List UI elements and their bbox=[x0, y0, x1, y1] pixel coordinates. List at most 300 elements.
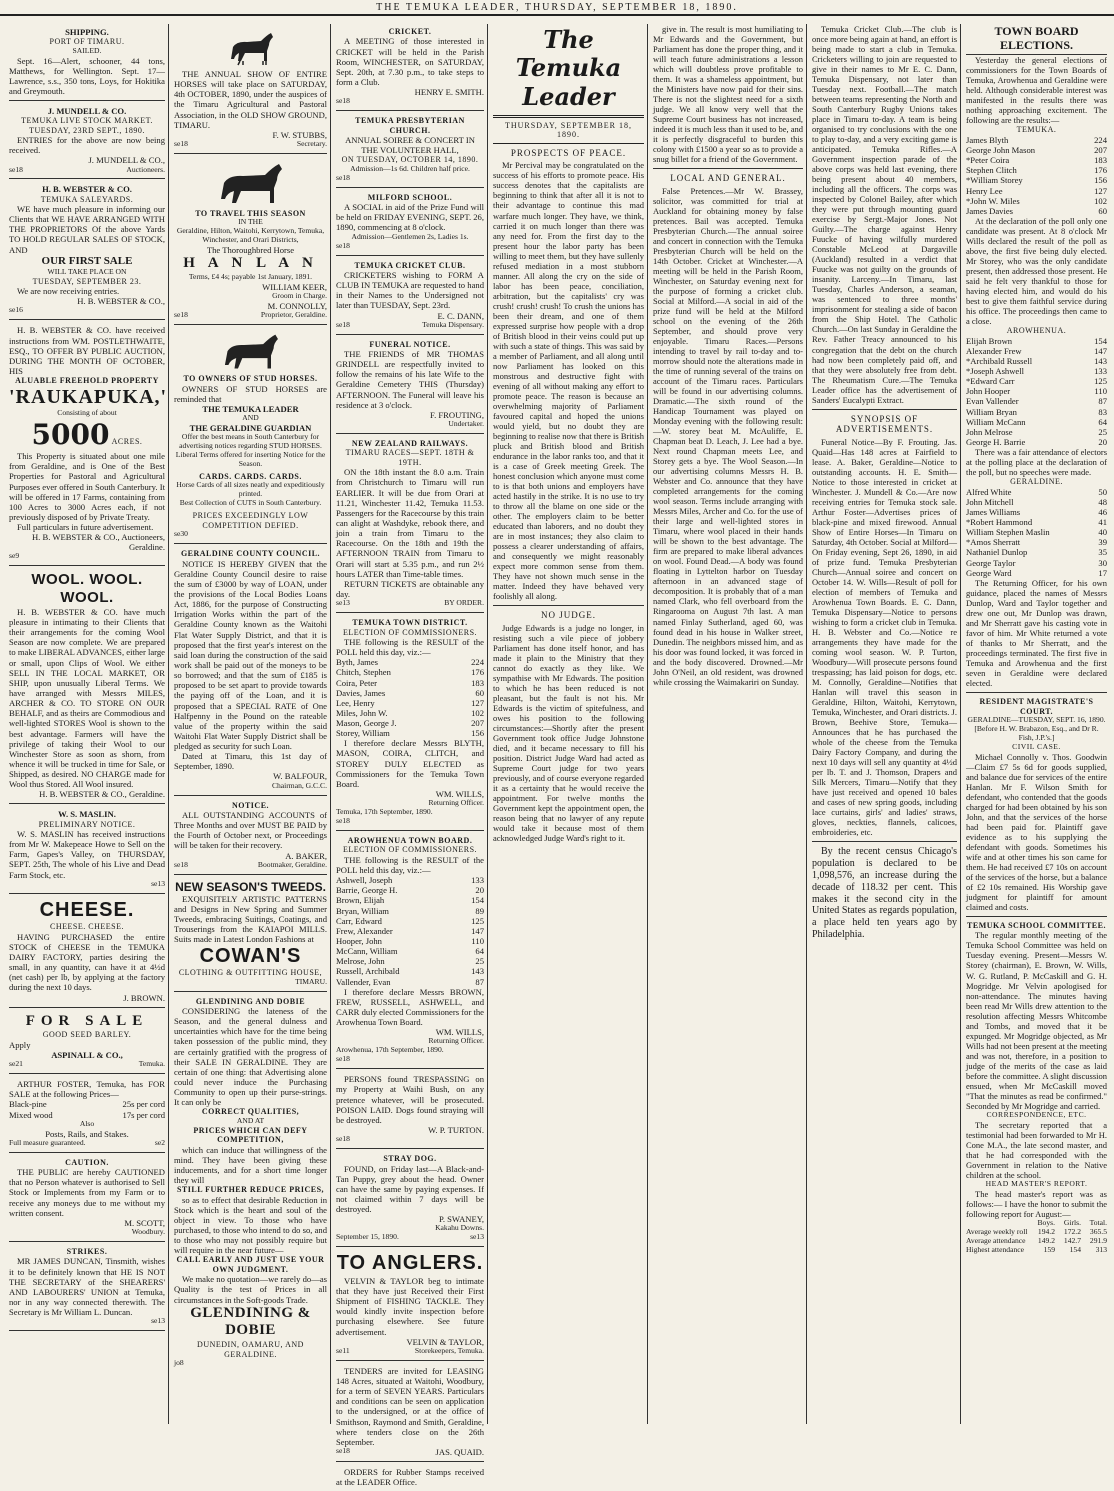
masthead: The Temuka Leader bbox=[493, 24, 644, 118]
baker-notice-ad bbox=[174, 798, 327, 875]
court-text: Michael Connolly v. Thos. Goodwin—Claim £7 5s 6d for goods supplied, and balance due for services of the entire Hanlan. Mr F. Wilson Smith for defendant, who contended that the goods charged for had been obtained by his son John, and that the services of the horse had been paid for. Plaintiff gave evidence as to his supplying the defendant with goods. Sometimes his wife and at other times his son came for them. He had received £7 10s on account of the services of the horse, but a balance of £2 10s remained. His Worship gave judgment for plaintiff for amount claimed and costs. bbox=[966, 751, 1107, 912]
ad-code: se30 bbox=[174, 529, 188, 539]
milford-ad bbox=[336, 190, 484, 256]
candidate-name: Ashwell, Joseph bbox=[336, 875, 393, 886]
vote-count: 64 bbox=[475, 946, 484, 957]
synopsis-title: SYNOPSIS OF ADVERTISEMENTS. bbox=[835, 413, 934, 435]
bootmaker-label: Bootmaker, Geraldine. bbox=[257, 859, 327, 869]
mundell-firm: J. MUNDELL & CO. bbox=[47, 106, 127, 117]
liberal-terms: Liberal Terms offered for inserting Notice for the Season. bbox=[175, 450, 326, 469]
price-item: Mixed wood bbox=[9, 1109, 53, 1120]
glendining-text2: which can induce that willingness of the mind. They have been giving these inducements, and for a short time longer they will bbox=[174, 1144, 327, 1186]
poll-row bbox=[966, 356, 1107, 366]
milford-text: A SOCIAL in aid of the Prize Fund will be held on FRIDAY EVENING, SEPT. 26, 1890, commencing at 8 o'clock. bbox=[336, 202, 484, 233]
report-label: Average weekly roll bbox=[966, 1226, 1028, 1236]
auctioneers-label: Auctioneers. bbox=[126, 164, 165, 174]
candidate-name: William McCann bbox=[966, 416, 1026, 427]
ad-code: se9 bbox=[9, 551, 20, 561]
consisting-label: Consisting of about bbox=[57, 408, 117, 418]
report-girls: 154 bbox=[1069, 1244, 1081, 1254]
candidate-name: *Joseph Ashwell bbox=[966, 366, 1025, 377]
horse-illustration bbox=[211, 161, 291, 207]
still-further: STILL FURTHER REDUCE PRICES, bbox=[176, 1185, 325, 1195]
chairman-label: Chairman, G.C.C. bbox=[271, 780, 327, 790]
corr-head: CORRESPONDENCE, ETC. bbox=[986, 1109, 1087, 1119]
local-title: LOCAL AND GENERAL. bbox=[670, 173, 786, 184]
stray-title: STRAY DOG. bbox=[383, 1154, 437, 1164]
aro-returning: Returning Officer. bbox=[428, 1036, 484, 1046]
council-text: NOTICE IS HEREBY GIVEN that the Geraldine County Council desire to raise the sum of £3000 by way of LOAN, under the provisions of the Local Bodies Loans Act, 1886, for the purpose of Constructing Irrigation Works within the part of the Geraldine County known as the Waitohi Flat Water Supply District, and that it is proposed that the first year's interest on the said loan during the construction of the said work shall be paid out of the moneys to be so borrowed; and that the sum of £185 is proposed to be set apart to provide towards the paying off of the Loan, and it is proposed that a SPECIAL RATE of One Halfpenny in the Pound on the rateable value of the property within the said Waitohi Flat Water Supply District shall be pledged as security for such Loan. bbox=[174, 558, 327, 752]
poll-row bbox=[966, 376, 1107, 386]
full-particulars: Full particulars in future advertisement. bbox=[17, 522, 154, 533]
sailed-text: Sept. 16—Alert, schooner, 44 tons, Matthews, for Wellington. Sept. 17—Lawrence, s.s., 350 tons, Loys, for Hokitika and Greymouth. bbox=[9, 55, 165, 96]
mundell-sign: J. MUNDELL & CO., bbox=[88, 155, 165, 166]
vote-count: 41 bbox=[1098, 517, 1107, 528]
poll-row bbox=[336, 688, 484, 698]
undertaker-label: Undertaker. bbox=[448, 419, 484, 429]
presby-title: TEMUKA PRESBYTERIAN CHURCH. bbox=[355, 116, 465, 135]
section-divider bbox=[493, 605, 644, 606]
town-date: Temuka, 17th September, 1890. bbox=[336, 807, 433, 817]
report-total: 291.9 bbox=[1089, 1235, 1107, 1245]
ad-code: se18 bbox=[336, 172, 350, 182]
ad-code: se13 bbox=[151, 878, 165, 888]
column-3 bbox=[333, 24, 488, 1488]
stray-date: September 15, 1890. bbox=[336, 1232, 399, 1242]
vote-count: 46 bbox=[1098, 506, 1107, 517]
poll-row bbox=[336, 895, 484, 905]
report-girls: 142.7 bbox=[1063, 1235, 1081, 1245]
measurement-label: Full measure guaranteed. bbox=[9, 1137, 86, 1147]
races-text: ON the 18th instant the 8.0 a.m. Train from Christchurch to Timaru will run EARLIER. It will be due from Orari at 11.21, Winchester 11.42, Temuka 11.53. Passengers for the Racecourse by this train can alight at Washdyke, rebook there, and join a train from Timaru to the Racecourse. On the 18th and 19th the AFTERNOON TRAIN from Timaru to Orari will start at 5.35 p.m., and run 2½ hours LATER than Time-table times. bbox=[336, 467, 484, 579]
balfour-sign: W. BALFOUR, bbox=[273, 771, 327, 782]
report-total: 313 bbox=[1095, 1244, 1107, 1254]
candidate-name: Barrie, George H. bbox=[336, 885, 398, 896]
poll-row bbox=[966, 417, 1107, 427]
stud-text: OWNERS OF STUD HORSES are reminded that bbox=[174, 383, 327, 404]
column-7 bbox=[963, 24, 1110, 1424]
local-text: False Pretences.—Mr W. Brassey, solicitor, was committed for trial at Auckland for obtaining money by false pretences. Bail was accepted. Temuka Presbyterian Church.—The annual soiree and concert in connection with the Temuka Presbyterian Church will be held on the 14th October. Cricket at Winchester.—A meeting will be held in the Parish Room, Winchester, on Saturday evening next for the purpose of forming a cricket club. Social at Milford.—A social in aid of the prize fund will be held at the Milford school on the evening of the 26th September, and should prove very enjoyable. Timaru Races.—Persons intending to travel by rail to-day and to-morrow should note the alterations made in the time of running several of the trains on account of the Timaru races. Particulars will be found in our advertising columns. Dramatic.—The sixth round of the Handicap Tournament was played on Monday evening with the following result:—W. storey beat M. McAuliffe, E. Chapman beat D. Leach, J. Lee had a bye. Next round Chapman meets Lee, and Storey gets a bye. The Wool Season.—In our advertising columns Messrs H. B. Webster and Co. announce that they have completed arrangements for the coming wool season. Terms include arranging with Messrs Miles, Archer and Co. for the use of their large and well-lighted stores in Timaru, where wool placed in their hands will be shown to the best advantage. The firm are prepared to make liberal advances on wool. Found Dead.—A body was found floating in Lyttelton harbor on Tuesday afternoon in an advanced stage of decomposition. It is probably that of a man named Clark, who fell overboard from the Ringarooma on August 7th last. A man named Finlay Sutherland, aged 60, was found dead in his house in Walker street, Dunedin. The neighbors missed him, and as his door was found locked, it was forced in and the body discovered. Drowned.—Mr John O'Neil, an old resident, was drowned while crossing the Waimakariri on Sunday. bbox=[653, 185, 803, 687]
vote-count: 156 bbox=[471, 728, 484, 739]
candidate-name: Evan Vallender bbox=[966, 396, 1019, 407]
barley-ad bbox=[9, 1010, 165, 1074]
tcc-sign: E. C. DANN, bbox=[437, 310, 484, 321]
candidate-name: Russell, Archibald bbox=[336, 966, 400, 977]
poll-row bbox=[336, 678, 484, 688]
webster-wool-sign: H. B. WEBSTER & CO., Geraldine. bbox=[39, 789, 165, 800]
election-title: ELECTION OF COMMISSIONERS. bbox=[342, 627, 478, 637]
vote-count: 110 bbox=[1094, 386, 1107, 397]
poll-row bbox=[966, 497, 1107, 507]
vote-count: 35 bbox=[1098, 547, 1107, 558]
notice-text: ALL OUTSTANDING ACCOUNTS of Three Months and over MUST BE PAID by the Fourth of October next, or Proceedings will be taken for their recovery. bbox=[174, 810, 327, 851]
funeral-text: THE FRIENDS of MR THOMAS GRINDELL are respectfully invited to follow the remains of his late Wife to the Geraldine Cemetery THIS (Thursday) AFTERNOON. The Funeral will leave his residence at 3 o'clock. bbox=[336, 349, 484, 410]
apply-label: Apply bbox=[9, 1039, 31, 1050]
cheese-ad bbox=[9, 896, 165, 1008]
tweeds-title: NEW SEASON'S TWEEDS. bbox=[175, 879, 326, 894]
milford-admission: Admission—Gentlemen 2s, Ladies 1s. bbox=[351, 231, 469, 241]
velvin-sign: VELVIN & TAYLOR, bbox=[406, 1336, 484, 1347]
aro-head: AROWHENUA. bbox=[1006, 326, 1067, 336]
wool-ad bbox=[9, 568, 165, 804]
ad-code: se16 bbox=[9, 305, 23, 315]
vote-count: 143 bbox=[471, 966, 484, 977]
horse-show-text: THE ANNUAL SHOW OF ENTIRE HORSES will take place on SATURDAY, 4th OCTOBER, 1890, under the auspices of the Timaru Agricultural and Pastoral Association, in the OLD SHOW GROUND, TIMARU. bbox=[174, 69, 327, 130]
candidate-name: Frew, Alexander bbox=[336, 925, 393, 936]
column-6 bbox=[809, 24, 961, 1424]
candidate-name: George Ward bbox=[966, 567, 1012, 578]
poll-row bbox=[966, 487, 1107, 497]
attendance-table bbox=[966, 1219, 1107, 1255]
vote-count: 17 bbox=[1098, 567, 1107, 578]
trespass-text: PERSONS found TRESPASSING on my Property at Waihi Bush, on any pretence whatever, will be prosecuted. POISON LAID. Dogs found straying will be destroyed. bbox=[336, 1074, 484, 1125]
storekeepers-label: Storekeepers, Temuka. bbox=[414, 1345, 484, 1355]
candidate-name: Alfred White bbox=[966, 486, 1012, 497]
first-sale: OUR FIRST SALE bbox=[41, 254, 133, 267]
presbyterian-ad bbox=[336, 113, 484, 188]
vote-count: 25 bbox=[475, 956, 484, 967]
vote-count: 224 bbox=[1094, 134, 1107, 145]
vote-count: 48 bbox=[1098, 496, 1107, 507]
vote-count: 20 bbox=[475, 885, 484, 896]
arowhenua-title: AROWHENUA TOWN BOARD. bbox=[347, 836, 473, 846]
temuka-note: At the declaration of the poll only one candidate was present. At 8 o'clock Mr Wills declared the result of the poll as above, the first five being duly elected. Mr Storey, who was the only candidate present, then addressed those present. He said he felt very thankful to those for having elected him, and would do his best to give them faithful service during his office. The proceedings then came to a close. bbox=[966, 215, 1107, 327]
ad-code: se18 bbox=[174, 310, 188, 320]
corr-text: The secretary reported that a testimonial had been forwarded to Mr H. Cone M.A., the late second master, and that he had corresponded with the Government in relation to the Native children at the school. bbox=[966, 1119, 1107, 1180]
poll-row bbox=[966, 517, 1107, 527]
tcc-sign-sub: Temuka Dispensary. bbox=[422, 319, 484, 329]
report-intro: The head master's report was as follows:— I have the honor to submit the following report for August:— bbox=[966, 1188, 1107, 1219]
geraldine-results bbox=[966, 487, 1107, 578]
ad-code: jo8 bbox=[174, 1358, 184, 1368]
census-text: By the recent census Chicago's population is declared to be 1,098,576, an increase during the decade of 118.32 per cent. This makes it the second city in the United States as regards population, a place held ten years ago by Philadelphia. bbox=[812, 846, 957, 941]
temuka-leader-name: THE TEMUKA LEADER bbox=[202, 403, 299, 414]
travel-districts: Geraldine, Hilton, Waitohi, Kerrytown, Temuka, Winchester, and Orari Districts, bbox=[176, 226, 325, 245]
candidate-name: John Mitchell bbox=[966, 496, 1014, 507]
poll-row bbox=[966, 336, 1107, 346]
cowans-name: COWAN'S bbox=[199, 944, 302, 967]
glendining-head: GLENDINING AND DOBIE bbox=[195, 996, 306, 1006]
rubber-stamps: ORDERS for Rubber Stamps received at the LEADER Office. bbox=[336, 1467, 484, 1488]
running-head: THE TEMUKA LEADER, THURSDAY, SEPTEMBER 18, 1890. bbox=[0, 0, 1114, 16]
tenders-text: TENDERS are invited for LEASING 148 Acres, situated at Waitohi, Woodbury, for a term of SEVEN YEARS. Particulars and conditions can be seen on application to the undersigned, or at the office of Smithson, Raymond and Smith, Geraldine, where tenders close on the 26th September. bbox=[336, 1365, 484, 1447]
maslin-ad bbox=[9, 806, 165, 893]
court-sub: GERALDINE—TUESDAY, SEPT. 16, 1890. bbox=[967, 714, 1106, 724]
vote-count: 176 bbox=[471, 667, 484, 678]
poll-row bbox=[966, 547, 1107, 557]
cheese-title: CHEESE. bbox=[39, 898, 135, 921]
poll-row bbox=[966, 346, 1107, 356]
acres-number: 5000 bbox=[31, 418, 110, 452]
poll-row bbox=[966, 366, 1107, 376]
maslin-text: W. S. MASLIN has received instructions from Mr W. Makepeace Howe to Sell on the Farm, Gapes's Valley, on THURSDAY, SEPT. 25th, The whole of his Live and Dead Farm Stock, etc. bbox=[9, 829, 165, 880]
glendining-text3: so as to effect that desirable Reduction in Stock which is the heart and soul of the object in view. To those who have purchased, to those who intend to do so, and to those who may not possibly require but will require in the near future— bbox=[174, 1194, 327, 1256]
candidate-name: Vallender, Evan bbox=[336, 976, 391, 987]
poll-row bbox=[966, 186, 1107, 196]
section-divider bbox=[966, 916, 1107, 917]
vote-count: 87 bbox=[475, 976, 484, 987]
price-item: Black-pine bbox=[9, 1099, 47, 1110]
glendining-towns: DUNEDIN, OAMARU, AND GERALDINE. bbox=[197, 1340, 304, 1359]
candidate-name: Stephen Clitch bbox=[966, 165, 1017, 176]
aro-date: Arowhenua, 17th September, 1890. bbox=[336, 1045, 444, 1055]
vote-count: 207 bbox=[1094, 145, 1107, 155]
vote-count: 102 bbox=[1094, 195, 1107, 206]
sailed-label: SAILED. bbox=[72, 45, 102, 55]
county-council-ad bbox=[174, 546, 327, 795]
report-total: 365.5 bbox=[1089, 1226, 1107, 1236]
poll-row bbox=[966, 155, 1107, 165]
ad-code: se18 bbox=[336, 240, 350, 250]
stud-offer: Offer the best means in South Canterbury for advertising notices regarding STUD HORSES. bbox=[179, 432, 322, 451]
candidate-name: Storey, William bbox=[336, 728, 390, 739]
races-title: TIMARU RACES—SEPT. 18TH & 19TH. bbox=[345, 448, 475, 467]
tenders-ad bbox=[336, 1363, 484, 1462]
report-label: Average attendance bbox=[966, 1235, 1026, 1245]
column-5 bbox=[650, 24, 807, 1424]
candidate-name: James Williams bbox=[966, 506, 1021, 517]
temuka-head: TEMUKA. bbox=[1016, 125, 1057, 135]
glendining-ad bbox=[174, 994, 327, 1372]
vote-count: 224 bbox=[471, 657, 484, 668]
vote-count: 83 bbox=[1098, 406, 1107, 417]
civil-case: CIVIL CASE. bbox=[1012, 741, 1061, 751]
report-boys: 149.2 bbox=[1037, 1235, 1055, 1245]
column-2 bbox=[171, 24, 331, 1424]
raukapuka-name: 'RAUKAPUKA,' bbox=[9, 385, 168, 408]
travel-title: TO TRAVEL THIS SEASON bbox=[195, 208, 306, 218]
prelim-title: PRELIMINARY NOTICE. bbox=[38, 819, 136, 829]
ad-code: se18 bbox=[336, 1054, 350, 1064]
stray-text: FOUND, on Friday last—A Black-and-Tan Puppy, grey about the head. Owner can have the same by paying expenses. If not claimed within 7 days will be destroyed. bbox=[336, 1163, 484, 1215]
poll-row bbox=[966, 135, 1107, 145]
webster-sign: H. B. WEBSTER & CO., bbox=[77, 296, 165, 307]
nojudge-title: NO JUDGE. bbox=[541, 610, 596, 621]
tweeds-text: EXQUISITELY ARTISTIC PATTERNS and Designs in New Spring and Summer Tweeds, embracing Suitings, Coatings, and Trouserings from the KAIAPOI MILLS. Suits made in Latest London Fashions at bbox=[174, 893, 327, 945]
vote-count: 60 bbox=[475, 687, 484, 698]
raukapuka-ad bbox=[9, 322, 168, 566]
cricket-ad bbox=[336, 24, 484, 111]
poll-row bbox=[966, 196, 1107, 206]
shipping-ad bbox=[9, 24, 165, 101]
poll-row bbox=[336, 708, 484, 718]
vote-count: 125 bbox=[471, 915, 484, 926]
strikes-ad bbox=[9, 1244, 165, 1331]
cowans-sub: CLOTHING & OUTFITTING HOUSE, bbox=[178, 968, 323, 978]
candidate-name: Nathaniel Dunlop bbox=[966, 547, 1028, 558]
caution-sign: M. SCOTT, bbox=[124, 1217, 165, 1228]
saleyards-title: TEMUKA SALEYARDS. bbox=[40, 194, 134, 204]
ad-code: se18 bbox=[174, 859, 188, 869]
town-poll-table bbox=[336, 657, 484, 738]
aspinall-firm: ASPINALL & CO., bbox=[51, 1050, 123, 1060]
vote-count: 20 bbox=[1098, 437, 1107, 447]
report-col-header: Boys. bbox=[1037, 1217, 1055, 1227]
poll-row bbox=[336, 946, 484, 956]
cricket-title: CRICKET. bbox=[388, 27, 432, 36]
poll-row bbox=[336, 657, 484, 667]
poll-row bbox=[966, 407, 1107, 417]
candidate-name: *Robert Hammond bbox=[966, 517, 1033, 528]
price-value: 25s per cord bbox=[122, 1099, 165, 1110]
report-col-header: Total. bbox=[1089, 1217, 1107, 1227]
tcc-text: CRICKETERS wishing to FORM A CLUB IN TEMUKA are requested to hand in their Names to the Undersigned not later than TUESDAY, Sept. 23rd. bbox=[336, 269, 484, 311]
poll-row bbox=[966, 175, 1107, 185]
candidate-name: Elijah Brown bbox=[966, 335, 1013, 346]
vote-count: 110 bbox=[471, 936, 484, 947]
poll-row bbox=[966, 507, 1107, 517]
poll-row bbox=[336, 916, 484, 926]
candidate-name: Chitch, Stephen bbox=[336, 667, 391, 678]
notice-title: NOTICE. bbox=[231, 800, 270, 810]
prices-defy: PRICES WHICH CAN DEFY COMPETITION, bbox=[193, 1125, 308, 1145]
candidate-name: George H. Barrie bbox=[966, 437, 1026, 447]
vote-count: 30 bbox=[1098, 557, 1107, 568]
returning-label: Returning Officer. bbox=[428, 798, 484, 808]
funeral-ad bbox=[336, 337, 484, 434]
prospects-text: Mr Percival may be congratulated on the success of his efforts to promote peace. His success denotes that the capitalists are beginning to think that after all it is not to their advantage to continue this mad warfare much longer. They have, we think, carried it on much longer than there was any need for. From the first day to the present hour the labor party has been willing to meet them, but they have sullenly refused mediation in a most stubborn manner. All along the cry on the side of labor has been peace, conciliation, arbitration, but the capitalists' cry was crush! crush! crush! To crush the unions has been their dream, and one of them expressed surprise how people with a drop of British blood in their veins could put up with such a state of things. This was said by a member of Parliament, and all along until now Parliament has looked on this monstrous and destructive fight with evening of all without making any effort to promote peace. The reason is because an overwhelming majority of Parliament favoured capital and hoped the unions would yield, but no doubt they are beginning to realise now that there is British pluck and British blood and British endurance in the labor ranks too, and that it is a case of Greek meeting Greek. The honest conclusion which anyone must come to is that both unions and employers have acted hastily in the strike. It is no use to try to throw all the blame on one side or the other. The employers claim to be better educated than laborers, and no doubt they are in most instances; they also claim to possess a clearer understanding of affairs, and consequently we might reasonably expect more common sense from them. They have not shown much sense in the matter. Indeed they have behaved very foolishly all along. bbox=[493, 160, 644, 602]
candidate-name: James Blyth bbox=[966, 134, 1009, 145]
poll-row bbox=[966, 427, 1107, 437]
ad-code: se13 bbox=[336, 598, 350, 608]
glendining-sign: GLENDINING & DOBIE bbox=[190, 1304, 311, 1339]
candidate-name: Brown, Elijah bbox=[336, 895, 385, 906]
cuts-text: Best Collection of CUTS in South Canterbury. bbox=[179, 498, 322, 508]
head-master-report: HEAD MASTER'S REPORT. bbox=[985, 1178, 1088, 1188]
poll-row bbox=[336, 718, 484, 728]
candidate-name: William Bryan bbox=[966, 406, 1017, 417]
aro-election-title: ELECTION OF COMMISSIONERS. bbox=[342, 845, 478, 855]
vote-count: 89 bbox=[475, 905, 484, 916]
prospects-title: PROSPECTS OF PEACE. bbox=[510, 147, 627, 158]
nojudge-text: Judge Edwards is a judge no longer, in resisting such a vile piece of jobbery Parliament has done itself honor, and has made it plain to the Ministry that they cannot do exactly as they like. We sympathise with Mr Edwards. The position to which he has been reduced is not pleasant, but the fault is not his. Mr Edwards is the victim of spitefulness, and owes his position to the following circumstances:—Shortly after the present Government took office Judge Johnstone died, and it became necessary to fill his position. District Judge Ward had acted as Supreme Court judge for two years previously, and of course everyone regarded it as a certainty that he would receive the appointment. For twelve months the Government kept the appointment open, the reason being that no lawyer of any repute would take it because most of them acknowledged Judge Ward's right to it. bbox=[493, 622, 644, 844]
vote-count: 176 bbox=[1094, 165, 1107, 176]
aro-intro: THE following is the RESULT of the POLL held this day, viz.:— bbox=[336, 854, 484, 876]
shipping-title: SHIPPING. bbox=[65, 27, 109, 37]
vote-count: 127 bbox=[1094, 185, 1107, 196]
rail-title: NEW ZEALAND RAILWAYS. bbox=[351, 438, 469, 448]
poll-row bbox=[336, 667, 484, 677]
report-row bbox=[966, 1246, 1107, 1255]
firewood-ad bbox=[9, 1076, 165, 1153]
court-before: [Before H. W. Brabazon, Esq., and Dr R. Fish, J.P.'s.] bbox=[974, 723, 1099, 742]
ger-head: GERALDINE. bbox=[1010, 477, 1063, 487]
raukapuka-text: This Property is situated about one mile from Geraldine, and is One of the Best Properties for Pastoral and Agricultural Purposes ever offered in South Canterbury. It will be offered in 17 Farms, containing from 100 Acres to 3000 Acres each, if not previously disposed of by Private Treaty. bbox=[9, 451, 165, 522]
candidate-name: George Taylor bbox=[966, 557, 1016, 568]
cricket-text: A MEETING of those interested in CRICKET will be held in the Parish Room, WINCHESTER, on SATURDAY, Sept. 20th, at 7.30 p.m., to take steps to form a Club. bbox=[336, 36, 484, 87]
ad-code: se11 bbox=[336, 1345, 350, 1355]
school-title: TEMUKA SCHOOL COMMITTEE. bbox=[967, 921, 1106, 930]
column-1 bbox=[6, 24, 169, 1424]
candidate-name: William Stephen Maslin bbox=[966, 527, 1050, 538]
section-divider bbox=[653, 168, 803, 169]
aro-declare: I therefore declare Messrs BROWN, FREW, RUSSELL, ASHWELL, and CARR duly elected Commissioners for the Arowhenua Town Board. bbox=[336, 986, 484, 1028]
in-the-label: IN THE bbox=[238, 217, 263, 227]
elections-title: TOWN BOARD ELECTIONS. bbox=[966, 24, 1107, 55]
vote-count: 125 bbox=[1094, 376, 1107, 387]
vote-count: 25 bbox=[1098, 426, 1107, 437]
school-text: The regular monthly meeting of the Temuka School Committee was held on Tuesday evening. Present—Messrs W. Storey (chairman), E. Brown, W. Wills, W. G. Rutland, P. McCaskill and G. H. Mogridge. Mr Velvin apologised for non-attendance. The minutes having been read Mr Wills drew attention to the resolution affecting Messrs Whitcombe and Tombs, and moved that it be expunged. Mr Mogridge objected, as Mr Wills had not been present at the meeting and was not, therefore, in a position to judge of the merits of the case as laid before the committee. A slight discussion ensued, when Mr McCaskill moved "That the minutes as read be confirmed." Seconded by Mr Mogridge and carried. bbox=[966, 930, 1107, 1111]
vote-count: 143 bbox=[1094, 355, 1107, 366]
aro-note: There was a fair attendance of electors at the polling place at the declaration of the poll, but no speeches were made. bbox=[966, 447, 1107, 478]
caution-text: THE PUBLIC are hereby CAUTIONED that no Person whatever is authorised to Sell Stock or Implements from my Farm or to receive any moneys due to me without my written consent. bbox=[9, 1167, 165, 1218]
poll-row bbox=[336, 885, 484, 895]
ad-code: se18 bbox=[174, 138, 188, 148]
milford-title: MILFORD SCHOOL. bbox=[367, 192, 453, 202]
local-items-text: Temuka Cricket Club.—The club is once more being again at hand, an effort is being made to start a club in Temuka. Cricketers willing to join are requested to give in their names to Mr E. C. Dann, Temuka Dispensary, not later than Tuesday next. Football.—The match between teams representing the North and South Canterbury Rugby Unions takes place in Timaru to-day. A team is being organised to try conclusions with the one to play to-day, and a very exciting game is anticipated. Temuka Rifles.—A Government inspection parade of the above corps was held last evening, there being present about 40 members, including all the officers. The corps was inspected by Colonel Bailey, after which they were put through mounting guard exercise by Sergt.-Major Jones. Not Guilty.—The charge against Henry Fuucke of having wilfully murdered Constable McLeod at Dargaville (Auckland) resulted in a verdict that Fuucke was not guilty on the grounds of insanity. Larceny.—In Timaru, last Tuesday, Charles Anderson, a seaman, was sentenced to three months' imprisonment for stealing a side of bacon from the Ship Hotel. The Catholic Church.—On last Sunday in Geraldine the Rev. Father Treacy announced to his congregation that the debt on the church had now been completely paid off, and that they were absolutely free from debt. The Rheumatism Cure.—The Temuka Leader office has the advertisement of Sanders' Eucalypti Extract. bbox=[812, 24, 957, 405]
candidate-name: Hooper, John bbox=[336, 936, 382, 947]
town-district-ad bbox=[336, 615, 484, 831]
livestock-date: TUESDAY, 23RD SEPT., 1890. bbox=[29, 125, 145, 135]
horse-illustration bbox=[216, 332, 286, 372]
poll-row bbox=[336, 728, 484, 738]
strikes-text: MR JAMES DUNCAN, Tinsmith, wishes it to be definitely known that HE IS NOT THE SECRETARY of the SHEARERS' AND LABOURERS' UNION at Temuka, nor in any way connected therewith. The Secretary is Mr William L. Duncan. bbox=[9, 1256, 165, 1318]
vote-count: 60 bbox=[1098, 205, 1107, 216]
vote-count: 39 bbox=[1098, 537, 1107, 548]
vote-count: 102 bbox=[471, 707, 484, 718]
temuka-label: Temuka. bbox=[138, 1059, 165, 1069]
livestock-text: ENTRIES for the above are now being received. bbox=[9, 135, 165, 156]
poll-row bbox=[966, 165, 1107, 175]
aro-poll-table bbox=[336, 875, 484, 987]
posts-label: Posts, Rails, and Stakes. bbox=[45, 1128, 129, 1139]
candidate-name: Byth, James bbox=[336, 657, 379, 668]
ad-code: se18 bbox=[9, 164, 23, 174]
candidate-name: *Archibald Russell bbox=[966, 355, 1033, 366]
wool-title: WOOL. WOOL. WOOL. bbox=[31, 571, 143, 607]
webster-firm: H. B. WEBSTER & CO. bbox=[42, 184, 132, 195]
aluable-title: ALUABLE FREEHOLD PROPERTY bbox=[15, 376, 159, 386]
continued-text: give in. The result is most humiliating to Mr Edwards and the Government, but Parliament has done the proper thing, and it will teach future administrations a lesson which will doubtless prove profitable to them. It was a shameless appointment, but the Ministers have now paid for their sins. There is not the slightest need for a sixth judge. We all know very well that the Supreme Court business has not increased, indeed it is much less than it used to be, and it is perfectly disgraceful to burden this colony with £1500 a year so as to provide a snug billet for a friend of the Government. bbox=[653, 24, 803, 165]
cowans-town: TIMARU. bbox=[295, 976, 327, 986]
candidate-name: McCann, William bbox=[336, 946, 398, 957]
terms-text: Terms, £4 4s; payable 1st January, 1891. bbox=[188, 272, 313, 282]
candidate-name: *William Storey bbox=[966, 175, 1023, 186]
return-tickets: RETURN TICKETS are obtainable any day. bbox=[336, 578, 484, 599]
tweeds-ad bbox=[174, 877, 327, 992]
glendining-text4: We make no quotation—we rarely do—as Quality is the test of Prices in all circumstances in the Soft-goods Trade. bbox=[174, 1274, 327, 1305]
candidate-name: Alexander Frew bbox=[966, 345, 1022, 356]
strikes-title: STRIKES. bbox=[66, 1246, 108, 1256]
ad-code: se13 bbox=[151, 1316, 165, 1326]
turton-sign: W. P. TURTON. bbox=[428, 1125, 484, 1136]
receiving-text: We are now receiving entries. bbox=[17, 286, 120, 297]
ad-code: se18 bbox=[336, 816, 350, 826]
secretary-label: Secretary. bbox=[296, 138, 327, 148]
poll-row bbox=[336, 906, 484, 916]
section-divider bbox=[812, 841, 957, 842]
aro-sign: WM. WILLS, bbox=[435, 1027, 484, 1038]
anglers-text: VELVIN & TAYLOR beg to intimate that they have just Received their First Shipment of FISHING TACKLE. They would kindly invite inspection before purchasing elsewhere. See future advertisement. bbox=[336, 1275, 484, 1337]
candidate-name: George John Mason bbox=[966, 145, 1036, 155]
ad-code: se18 bbox=[336, 1445, 350, 1455]
town-intro: THE following is the RESULT of the POLL held this day, viz.:— bbox=[336, 636, 484, 658]
poll-row bbox=[966, 206, 1107, 216]
stray-dog-ad bbox=[336, 1151, 484, 1247]
anglers-title: TO ANGLERS. bbox=[336, 1252, 484, 1275]
ad-code: se18 bbox=[336, 1134, 350, 1144]
vote-count: 154 bbox=[1094, 335, 1107, 346]
council-date: Dated at Timaru, this 1st day of September, 1890. bbox=[174, 751, 327, 772]
tcc-title: TEMUKA CRICKET CLUB. bbox=[354, 260, 466, 270]
webster-geraldine: H. B. WEBSTER & CO., Auctioneers, Geraldine. bbox=[31, 532, 165, 553]
poll-row bbox=[966, 527, 1107, 537]
hanlan-name: H A N L A N bbox=[183, 255, 318, 272]
vote-count: 40 bbox=[1098, 527, 1107, 538]
kerr-sign: WILLIAM KEER, bbox=[262, 282, 327, 293]
first-sale-date: TUESDAY, SEPTEMBER 23. bbox=[32, 276, 142, 286]
ad-code: se13 bbox=[470, 1232, 484, 1242]
